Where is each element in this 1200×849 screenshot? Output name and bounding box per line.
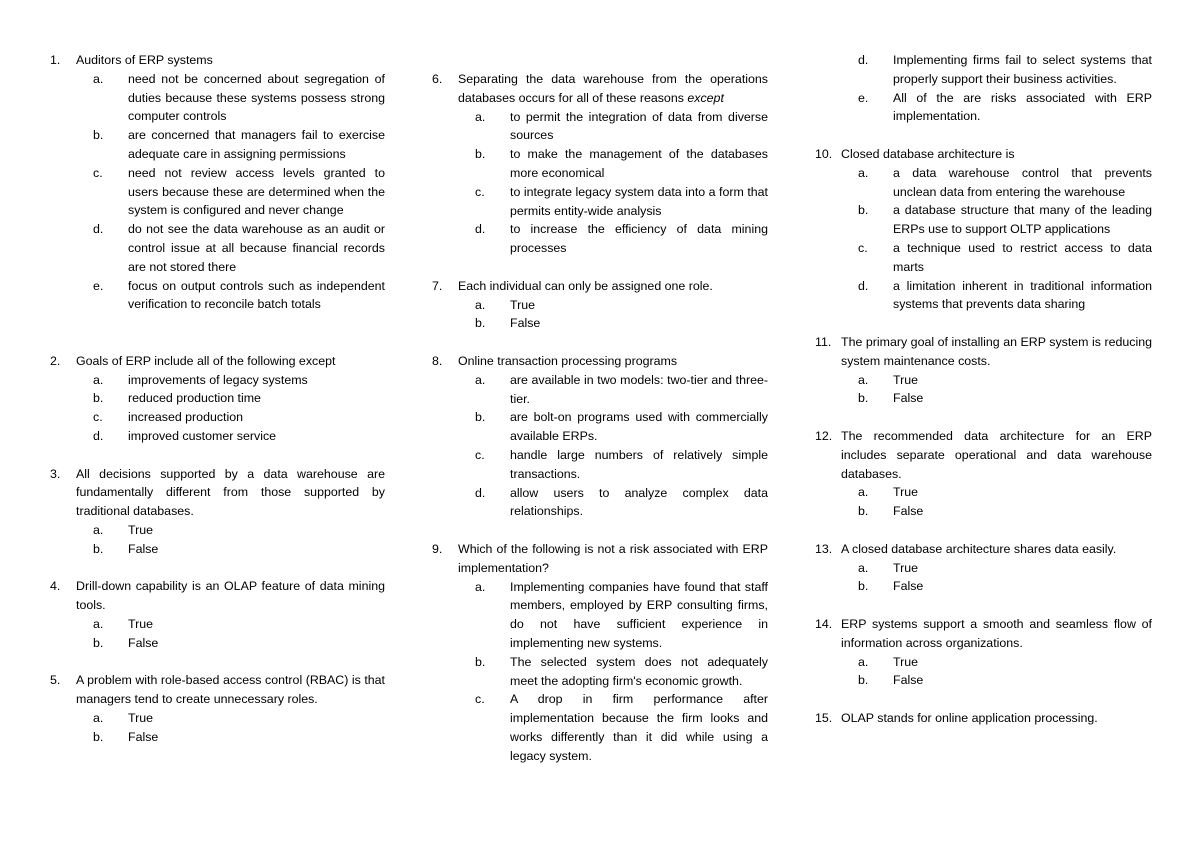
option-text: improvements of legacy systems bbox=[128, 372, 308, 387]
question-4 bbox=[50, 577, 385, 652]
option-text: need not review access levels granted to users because these are determined when the system is configured and never change bbox=[128, 165, 385, 218]
question-text: The recommended data architecture for an ERP includes separate operational and data warehouse databases. bbox=[841, 428, 1152, 481]
question-6 bbox=[432, 70, 768, 258]
option-letter: d. bbox=[475, 485, 486, 500]
question-9 bbox=[432, 540, 768, 766]
option-letter: a. bbox=[858, 560, 869, 575]
option-item bbox=[858, 201, 1152, 239]
option-text: do not see the data warehouse as an audit or control issue at all because financial records are not stored there bbox=[128, 222, 385, 274]
option-item bbox=[858, 559, 1152, 578]
question-number: 8. bbox=[432, 353, 443, 368]
question-10 bbox=[815, 145, 1152, 314]
option-item bbox=[858, 371, 1152, 390]
question-number: 1. bbox=[50, 53, 61, 67]
option-letter: b. bbox=[858, 504, 869, 519]
option-letter: e. bbox=[858, 90, 869, 105]
option-letter: d. bbox=[858, 278, 869, 293]
option-item bbox=[858, 89, 1152, 127]
option-letter: a. bbox=[858, 654, 869, 669]
option-item bbox=[93, 70, 385, 126]
question-text: Closed database architecture is bbox=[841, 146, 1015, 161]
option-item bbox=[475, 653, 768, 691]
question-number: 3. bbox=[50, 466, 61, 481]
option-letter: a. bbox=[475, 109, 486, 124]
option-list bbox=[841, 559, 1152, 597]
option-item bbox=[475, 183, 768, 221]
question-7 bbox=[432, 277, 768, 333]
option-text: True bbox=[893, 372, 919, 387]
option-letter: c. bbox=[475, 692, 485, 707]
option-letter: d. bbox=[475, 222, 486, 237]
question-text-main: Separating the data warehouse from the operations databases occurs for all of these reasons bbox=[458, 72, 768, 105]
option-text: handle large numbers of relatively simple transactions. bbox=[510, 447, 768, 481]
option-item bbox=[858, 164, 1152, 202]
option-text: Implementing firms fail to select systems that properly support their business activities. bbox=[893, 53, 1152, 86]
option-text: are concerned that managers fail to exercise adequate care in assigning permissions bbox=[128, 128, 385, 161]
option-letter: c. bbox=[858, 240, 868, 255]
option-item bbox=[93, 277, 385, 315]
option-letter: a. bbox=[858, 372, 869, 387]
option-letter: a. bbox=[93, 710, 104, 725]
question-text: Auditors of ERP systems bbox=[76, 53, 213, 67]
option-letter: d. bbox=[858, 53, 869, 67]
option-text: False bbox=[128, 635, 159, 650]
question-text: A problem with role-based access control (RBAC) is that managers tend to create unnecessary roles. bbox=[76, 673, 385, 707]
option-item bbox=[858, 671, 1152, 690]
option-item bbox=[858, 239, 1152, 277]
option-text: Implementing companies have found that staff members, employed by ERP consulting firms, do not have sufficient experience in implementing new systems. bbox=[510, 579, 768, 650]
option-item bbox=[475, 145, 768, 183]
option-text: A drop in firm performance after implementation because the firm looks and works differently than it did while using a legacy system. bbox=[510, 692, 768, 763]
question-text: A closed database architecture shares data easily. bbox=[841, 541, 1117, 556]
option-list bbox=[76, 709, 385, 747]
option-letter: b. bbox=[858, 391, 869, 406]
question-8 bbox=[432, 352, 768, 521]
option-list bbox=[858, 51, 1152, 126]
option-letter: d. bbox=[93, 222, 104, 237]
option-text: are available in two models: two-tier and three-tier. bbox=[510, 372, 768, 406]
option-item bbox=[93, 389, 385, 408]
question-text bbox=[458, 70, 768, 108]
option-item bbox=[475, 371, 768, 409]
question-text: ERP systems support a smooth and seamless flow of information across organizations. bbox=[841, 616, 1152, 650]
question-2 bbox=[50, 352, 385, 446]
option-item bbox=[475, 314, 768, 333]
option-text: False bbox=[893, 673, 924, 688]
option-item bbox=[858, 51, 1152, 89]
option-item bbox=[93, 728, 385, 747]
option-item bbox=[475, 484, 768, 522]
option-letter: d. bbox=[93, 428, 104, 443]
option-letter: c. bbox=[475, 447, 485, 462]
option-list bbox=[76, 70, 385, 314]
option-item bbox=[93, 540, 385, 559]
option-item bbox=[475, 578, 768, 653]
question-13 bbox=[815, 540, 1152, 596]
option-letter: b. bbox=[475, 654, 486, 669]
option-item bbox=[475, 108, 768, 146]
option-letter: c. bbox=[93, 410, 103, 425]
option-text: True bbox=[510, 297, 536, 312]
option-text: need not be concerned about segregation of duties because these systems possess strong computer controls bbox=[128, 71, 385, 124]
option-letter: c. bbox=[475, 184, 485, 199]
question-number: 11. bbox=[815, 334, 832, 349]
option-letter: a. bbox=[475, 579, 486, 594]
option-list bbox=[841, 371, 1152, 409]
option-letter: b. bbox=[858, 673, 869, 688]
question-number: 13. bbox=[815, 541, 833, 556]
option-item bbox=[93, 126, 385, 164]
option-letter: b. bbox=[93, 128, 104, 143]
option-text: False bbox=[893, 504, 924, 519]
option-text: increased production bbox=[128, 410, 244, 425]
option-letter: b. bbox=[93, 391, 104, 406]
option-item bbox=[475, 220, 768, 258]
option-item bbox=[858, 389, 1152, 408]
option-text: False bbox=[893, 391, 924, 406]
option-text: are bolt-on programs used with commercially available ERPs. bbox=[510, 410, 768, 444]
option-item bbox=[93, 427, 385, 446]
option-list bbox=[76, 615, 385, 653]
option-letter: a. bbox=[93, 372, 104, 387]
option-letter: c. bbox=[93, 165, 103, 180]
question-text: Goals of ERP include all of the following except bbox=[76, 353, 336, 368]
column-3 bbox=[815, 51, 1152, 746]
column-2 bbox=[432, 70, 768, 784]
question-text-emphasis: except bbox=[687, 90, 724, 105]
option-text: allow users to analyze complex data relationships. bbox=[510, 485, 768, 519]
option-text: False bbox=[128, 729, 159, 744]
option-letter: a. bbox=[93, 71, 104, 86]
question-number: 10. bbox=[815, 146, 833, 161]
option-letter: b. bbox=[93, 635, 104, 650]
question-11 bbox=[815, 333, 1152, 408]
option-letter: e. bbox=[93, 278, 104, 293]
option-text: False bbox=[893, 579, 924, 594]
option-text: All of the are risks associated with ERP implementation. bbox=[893, 90, 1152, 124]
option-list bbox=[841, 164, 1152, 314]
option-letter: b. bbox=[475, 316, 486, 331]
question-14 bbox=[815, 615, 1152, 690]
option-letter: a. bbox=[475, 372, 486, 387]
option-text: True bbox=[893, 654, 919, 669]
option-item bbox=[93, 220, 385, 276]
option-list bbox=[841, 483, 1152, 521]
question-number: 5. bbox=[50, 673, 61, 688]
option-list bbox=[76, 371, 385, 446]
question-number: 12. bbox=[815, 428, 833, 443]
option-item bbox=[475, 296, 768, 315]
option-item bbox=[93, 408, 385, 427]
option-letter: a. bbox=[475, 297, 486, 312]
option-letter: b. bbox=[475, 410, 486, 425]
option-text: a limitation inherent in traditional information systems that prevents data sharing bbox=[893, 278, 1152, 312]
option-text: a technique used to restrict access to data marts bbox=[893, 240, 1152, 274]
question-number: 4. bbox=[50, 579, 61, 594]
option-list bbox=[458, 108, 768, 258]
option-letter: b. bbox=[93, 541, 104, 556]
option-text: True bbox=[893, 485, 919, 500]
option-list bbox=[458, 371, 768, 521]
option-letter: b. bbox=[93, 729, 104, 744]
option-text: to make the management of the databases more economical bbox=[510, 147, 768, 180]
option-text: The selected system does not adequately meet the adopting firm's economic growth. bbox=[510, 654, 768, 688]
question-1 bbox=[50, 51, 385, 314]
option-item bbox=[475, 690, 768, 765]
question-text: Online transaction processing programs bbox=[458, 353, 678, 368]
option-text: True bbox=[128, 522, 154, 537]
option-item bbox=[93, 709, 385, 728]
option-text: False bbox=[510, 316, 541, 331]
option-letter: b. bbox=[475, 147, 486, 162]
option-letter: a. bbox=[93, 522, 104, 537]
option-text: to integrate legacy system data into a form that permits entity-wide analysis bbox=[510, 184, 768, 218]
option-item bbox=[93, 371, 385, 390]
question-5 bbox=[50, 671, 385, 746]
question-number: 6. bbox=[432, 72, 443, 86]
option-text: True bbox=[128, 710, 154, 725]
question-text: Each individual can only be assigned one role. bbox=[458, 278, 713, 293]
question-text: Which of the following is not a risk associated with ERP implementation? bbox=[458, 541, 768, 575]
question-3 bbox=[50, 465, 385, 559]
option-item bbox=[858, 577, 1152, 596]
question-number: 14. bbox=[815, 616, 833, 631]
option-letter: a. bbox=[93, 616, 104, 631]
option-item bbox=[475, 446, 768, 484]
option-item bbox=[93, 164, 385, 220]
option-text: reduced production time bbox=[128, 391, 261, 406]
option-item bbox=[93, 634, 385, 653]
option-item bbox=[475, 408, 768, 446]
option-text: True bbox=[128, 616, 154, 631]
option-text: focus on output controls such as independent verification to reconcile batch totals bbox=[128, 278, 385, 312]
option-item bbox=[93, 521, 385, 540]
option-text: to increase the efficiency of data mining processes bbox=[510, 222, 768, 256]
column-1 bbox=[50, 51, 385, 765]
question-number: 15. bbox=[815, 710, 833, 725]
option-text: True bbox=[893, 560, 919, 575]
option-letter: a. bbox=[858, 485, 869, 500]
question-number: 2. bbox=[50, 353, 61, 368]
option-text: improved customer service bbox=[128, 428, 277, 443]
option-item bbox=[93, 615, 385, 634]
question-number: 9. bbox=[432, 541, 443, 556]
option-item bbox=[858, 653, 1152, 672]
question-9-continuation bbox=[815, 51, 1152, 126]
question-text: The primary goal of installing an ERP system is reducing system maintenance costs. bbox=[841, 334, 1152, 368]
option-text: to permit the integration of data from diverse sources bbox=[510, 109, 768, 143]
option-list bbox=[841, 653, 1152, 691]
option-letter: b. bbox=[858, 579, 869, 594]
option-letter: b. bbox=[858, 203, 869, 218]
question-12 bbox=[815, 427, 1152, 521]
option-text: a database structure that many of the leading ERPs use to support OLTP applications bbox=[893, 203, 1152, 237]
question-15 bbox=[815, 709, 1152, 728]
option-item bbox=[858, 483, 1152, 502]
option-text: a data warehouse control that prevents unclean data from entering the warehouse bbox=[893, 165, 1152, 199]
question-text: OLAP stands for online application processing. bbox=[841, 710, 1098, 725]
option-letter: a. bbox=[858, 165, 869, 180]
question-number: 7. bbox=[432, 278, 443, 293]
option-list bbox=[76, 521, 385, 559]
option-item bbox=[858, 277, 1152, 315]
option-item bbox=[858, 502, 1152, 521]
option-text: False bbox=[128, 541, 159, 556]
question-text: Drill-down capability is an OLAP feature of data mining tools. bbox=[76, 579, 385, 613]
option-list bbox=[458, 296, 768, 334]
option-list bbox=[458, 578, 768, 766]
question-text: All decisions supported by a data warehouse are fundamentally different from those supported by traditional databases. bbox=[76, 466, 385, 519]
